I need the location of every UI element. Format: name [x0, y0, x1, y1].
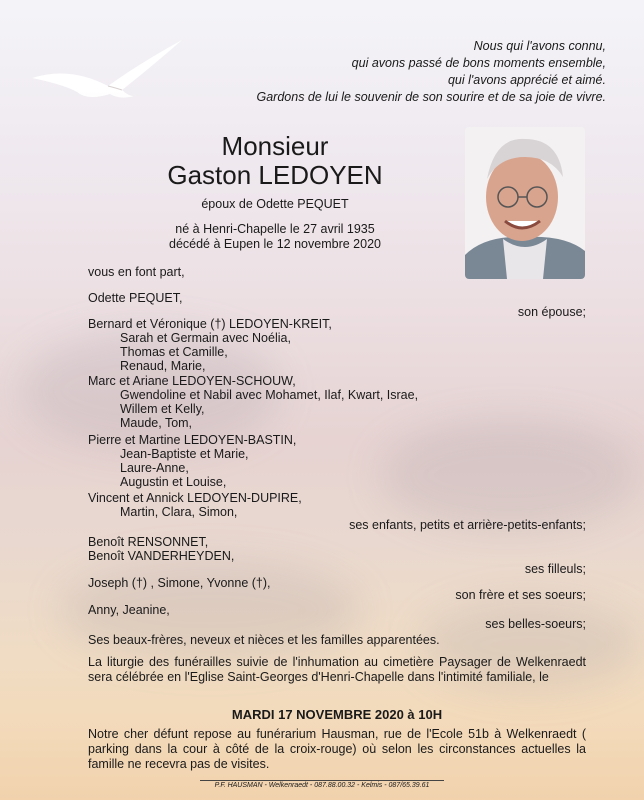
poem-line: Gardons de lui le souvenir de son sourire et de sa joie de vivre.: [256, 90, 606, 104]
godchild-name: Benoît RENSONNET,: [88, 535, 209, 549]
family-group: [88, 374, 418, 430]
cloud-decoration: [380, 420, 640, 530]
family-member: Gwendoline et Nabil avec Mohamet, Ilaf, Kwart, Israe,: [120, 388, 419, 402]
family-member: Laure-Anne,: [120, 461, 189, 475]
spouse-role: son épouse;: [517, 305, 586, 319]
family-group: [88, 317, 332, 373]
family-group: [88, 491, 302, 519]
funeral-home-footer: P.F. HAUSMAN - Welkenraedt - 087.88.00.32 - Kelmis - 087/65.39.61: [200, 780, 444, 789]
seagull-icon: [30, 38, 185, 103]
poem-line: Nous qui l'avons connu,: [473, 39, 606, 53]
family-member: Martin, Clara, Simon,: [120, 505, 238, 519]
ceremony-date: MARDI 17 NOVEMBRE 2020 à 10H: [231, 707, 443, 722]
siblings-role: son frère et ses soeurs;: [455, 588, 586, 602]
family-member: Willem et Kelly,: [120, 402, 205, 416]
family-member: Maude, Tom,: [120, 416, 193, 430]
intro-text: vous en font part,: [88, 265, 185, 279]
spouse-line: époux de Odette PEQUET: [201, 197, 349, 211]
repose-text: Notre cher défunt repose au funérarium Hausman, rue de l'Ecole 51b à Welkenraedt ( parking dans la cour à côté de la croix-rouge) où selon les circonstances actuelles la famille ne recevra pas de visites.: [88, 727, 586, 771]
family-head: Pierre et Martine LEDOYEN-BASTIN,: [88, 433, 297, 447]
title-line1: Monsieur: [221, 131, 329, 161]
poem-line: qui l'avons apprécié et aimé.: [447, 73, 606, 87]
children-role: ses enfants, petits et arrière-petits-enfants;: [349, 518, 586, 532]
family-member: Jean-Baptiste et Marie,: [120, 447, 249, 461]
family-member: Renaud, Marie,: [120, 359, 206, 373]
spouse-name: Odette PEQUET,: [88, 291, 183, 305]
family-member: Sarah et Germain avec Noélia,: [120, 331, 291, 345]
family-member: Augustin et Louise,: [120, 475, 227, 489]
liturgy-text: La liturgie des funérailles suivie de l'inhumation au cimetière Paysager de Welkenraedt sera célébrée en l'Eglise Saint-Georges d'Henri-Chapelle dans l'intimité familiale, le: [88, 655, 586, 684]
poem-line: qui avons passé de bons moments ensemble,: [351, 56, 606, 70]
siblings: Joseph (†) , Simone, Yvonne (†),: [88, 576, 271, 590]
sisters-in-law-role: ses belles-soeurs;: [485, 617, 586, 631]
sisters-in-law: Anny, Jeanine,: [88, 603, 170, 617]
family-head: Vincent et Annick LEDOYEN-DUPIRE,: [88, 491, 302, 505]
family-group: [88, 433, 296, 489]
godchild-name: Benoît VANDERHEYDEN,: [88, 549, 235, 563]
godchildren-role: ses filleuls;: [524, 562, 586, 576]
deceased-name: Gaston LEDOYEN: [167, 160, 383, 190]
extended-family: Ses beaux-frères, neveux et nièces et les familles apparentées.: [88, 633, 440, 647]
portrait-photo: [465, 127, 585, 279]
family-member: Thomas et Camille,: [120, 345, 228, 359]
death-line: décédé à Eupen le 12 novembre 2020: [169, 237, 381, 251]
family-head: Marc et Ariane LEDOYEN-SCHOUW,: [88, 374, 296, 388]
poem: [240, 38, 606, 106]
family-head: Bernard et Véronique (†) LEDOYEN-KREIT,: [88, 317, 332, 331]
birth-line: né à Henri-Chapelle le 27 avril 1935: [175, 222, 375, 236]
godchildren: [88, 535, 234, 563]
